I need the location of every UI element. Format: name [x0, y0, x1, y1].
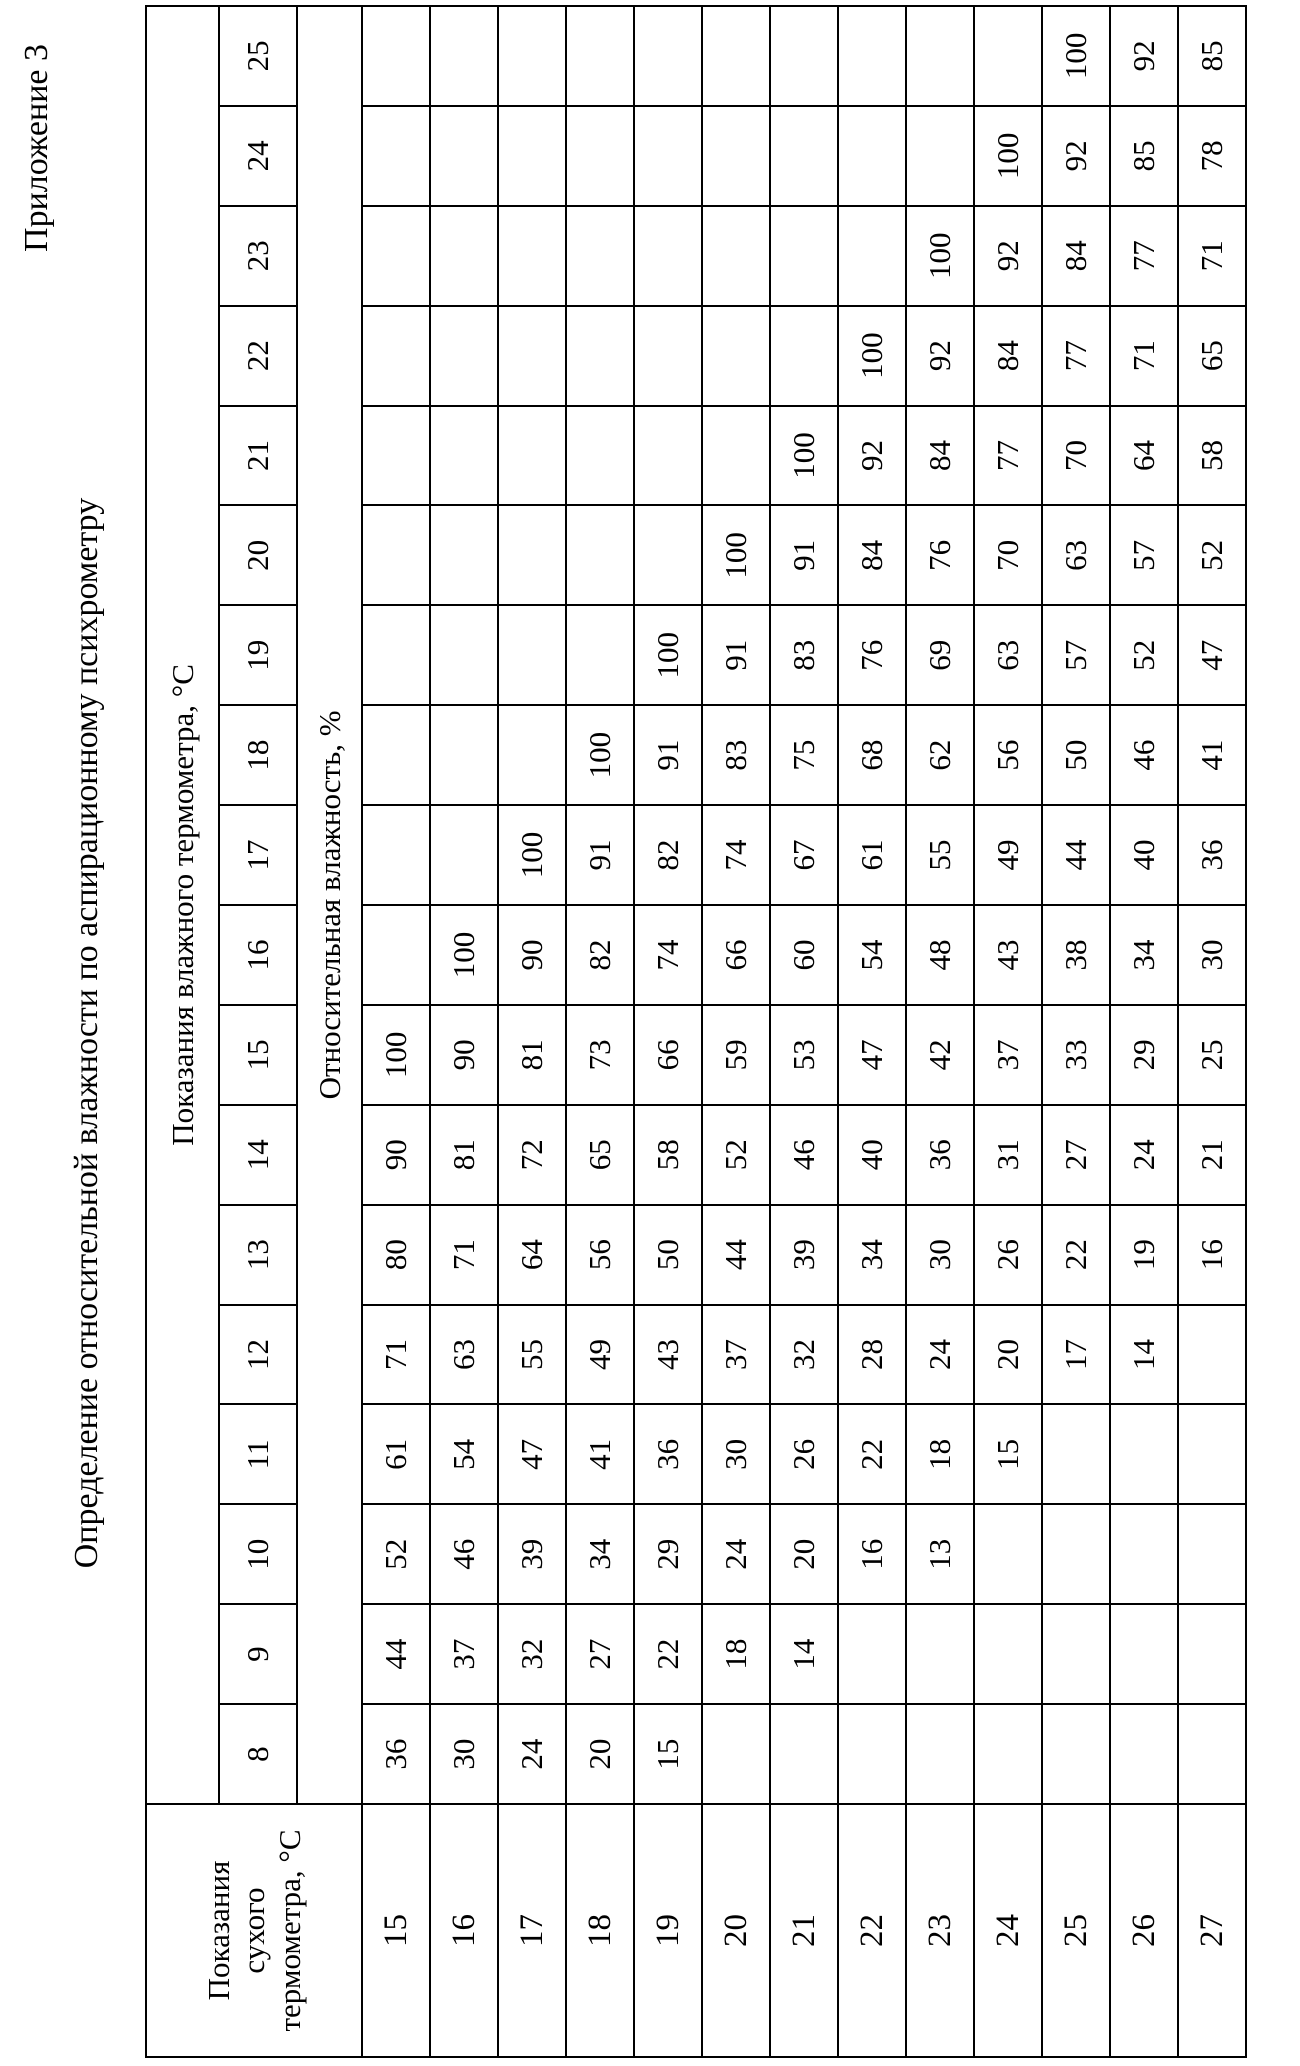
humidity-cell: 37: [974, 1005, 1042, 1105]
table-row: [974, 6, 1042, 2057]
humidity-cell: 27: [1042, 1105, 1110, 1205]
humidity-cell: [906, 1604, 974, 1704]
humidity-cell: 29: [634, 1504, 702, 1604]
humidity-cell: 85: [1110, 106, 1178, 206]
humidity-cell: [702, 206, 770, 306]
humidity-cell: 100: [498, 805, 566, 905]
humidity-cell: [770, 1704, 838, 1804]
dry-temp-cell: 27: [1178, 1804, 1246, 2057]
appendix-label: Приложение 3: [18, 44, 55, 252]
humidity-cell: [430, 805, 498, 905]
humidity-cell: [702, 6, 770, 106]
humidity-cell: 74: [634, 905, 702, 1005]
humidity-cell: 60: [770, 905, 838, 1005]
humidity-cell: 48: [906, 905, 974, 1005]
humidity-cell: 84: [906, 406, 974, 506]
humidity-cell: 71: [1110, 306, 1178, 406]
humidity-cell: 69: [906, 605, 974, 705]
humidity-cell: 52: [362, 1504, 430, 1604]
humidity-cell: 44: [362, 1604, 430, 1704]
humidity-cell: [566, 6, 634, 106]
header-row-wet: [146, 6, 219, 2057]
humidity-cell: 75: [770, 705, 838, 805]
corner-header-line: термометра, °С: [271, 1829, 307, 2032]
table-row: [362, 6, 430, 2057]
humidity-cell: [362, 905, 430, 1005]
humidity-cell: 46: [430, 1504, 498, 1604]
table-row: [838, 6, 906, 2057]
humidity-cell: 30: [1178, 905, 1246, 1005]
humidity-cell: 92: [1110, 6, 1178, 106]
humidity-cell: 65: [1178, 306, 1246, 406]
humidity-cell: 15: [974, 1404, 1042, 1504]
humidity-cell: 47: [1178, 605, 1246, 705]
wet-temp-header-cell: 19: [219, 605, 297, 705]
humidity-cell: 16: [1178, 1205, 1246, 1305]
humidity-cell: [634, 505, 702, 605]
humidity-cell: 26: [974, 1205, 1042, 1305]
humidity-cell: 26: [770, 1404, 838, 1504]
dry-temp-cell: 22: [838, 1804, 906, 2057]
humidity-cell: [498, 6, 566, 106]
humidity-cell: 92: [838, 406, 906, 506]
humidity-cell: 34: [838, 1205, 906, 1305]
humidity-cell: 50: [634, 1205, 702, 1305]
humidity-cell: 100: [702, 505, 770, 605]
wet-temp-header-cell: 14: [219, 1105, 297, 1205]
humidity-cell: 52: [702, 1105, 770, 1205]
humidity-cell: [838, 1604, 906, 1704]
humidity-cell: [906, 6, 974, 106]
humidity-cell: 30: [702, 1404, 770, 1504]
humidity-cell: 49: [974, 805, 1042, 905]
humidity-cell: [430, 505, 498, 605]
humidity-cell: [1178, 1604, 1246, 1704]
humidity-cell: [1178, 1504, 1246, 1604]
humidity-cell: 77: [974, 406, 1042, 506]
humidity-cell: 17: [1042, 1305, 1110, 1405]
humidity-cell: [974, 1604, 1042, 1704]
humidity-cell: [702, 106, 770, 206]
humidity-cell: 18: [702, 1604, 770, 1704]
humidity-cell: [1042, 1404, 1110, 1504]
humidity-cell: [634, 6, 702, 106]
humidity-cell: 47: [838, 1005, 906, 1105]
humidity-cell: 59: [702, 1005, 770, 1105]
corner-header-line: Показания: [200, 1860, 236, 2001]
table-row: [498, 6, 566, 2057]
humidity-cell: 47: [498, 1404, 566, 1504]
dry-temp-cell: 26: [1110, 1804, 1178, 2057]
humidity-cell: 85: [1178, 6, 1246, 106]
humidity-cell: 20: [566, 1704, 634, 1804]
humidity-cell: 76: [838, 605, 906, 705]
table-row: [1042, 6, 1110, 2057]
humidity-cell: [974, 1704, 1042, 1804]
humidity-cell: [634, 406, 702, 506]
humidity-cell: 46: [770, 1105, 838, 1205]
wet-temp-header-cell: 20: [219, 505, 297, 605]
humidity-cell: 56: [566, 1205, 634, 1305]
humidity-cell: 14: [770, 1604, 838, 1704]
humidity-cell: 67: [770, 805, 838, 905]
humidity-cell: [1042, 1704, 1110, 1804]
humidity-cell: 24: [1110, 1105, 1178, 1205]
corner-header-line: сухого: [236, 1887, 272, 1974]
humidity-cell: 82: [634, 805, 702, 905]
humidity-cell: 14: [1110, 1305, 1178, 1405]
humidity-cell: 100: [430, 905, 498, 1005]
humidity-cell: 42: [906, 1005, 974, 1105]
humidity-cell: 16: [838, 1504, 906, 1604]
humidity-cell: 55: [498, 1305, 566, 1405]
humidity-cell: [362, 406, 430, 506]
humidity-cell: 63: [974, 605, 1042, 705]
humidity-cell: [1178, 1404, 1246, 1504]
humidity-cell: 25: [1178, 1005, 1246, 1105]
humidity-cell: 56: [974, 705, 1042, 805]
wet-temp-header-cell: 18: [219, 705, 297, 805]
humidity-cell: 81: [430, 1105, 498, 1205]
humidity-cell: 53: [770, 1005, 838, 1105]
humidity-cell: [1110, 1504, 1178, 1604]
dry-temp-cell: 20: [702, 1804, 770, 2057]
humidity-cell: [770, 206, 838, 306]
humidity-cell: 65: [566, 1105, 634, 1205]
humidity-cell: [566, 406, 634, 506]
humidity-cell: 100: [362, 1005, 430, 1105]
humidity-cell: 44: [702, 1205, 770, 1305]
wet-thermometer-header: Показания влажного термометра, °С: [146, 6, 219, 1804]
humidity-cell: 30: [906, 1205, 974, 1305]
humidity-cell: [362, 206, 430, 306]
humidity-cell: 83: [702, 705, 770, 805]
humidity-cell: [1110, 1604, 1178, 1704]
humidity-cell: [702, 306, 770, 406]
humidity-cell: 61: [838, 805, 906, 905]
humidity-cell: 91: [634, 705, 702, 805]
humidity-cell: [906, 106, 974, 206]
relative-humidity-header: Относительная влажность, %: [297, 6, 362, 1804]
humidity-cell: [1042, 1604, 1110, 1704]
humidity-cell: 13: [906, 1504, 974, 1604]
humidity-cell: 100: [566, 705, 634, 805]
humidity-cell: 70: [1042, 406, 1110, 506]
humidity-cell: [566, 505, 634, 605]
dry-temp-cell: 18: [566, 1804, 634, 2057]
wet-temp-header-cell: 16: [219, 905, 297, 1005]
humidity-cell: 36: [634, 1404, 702, 1504]
table-row: [566, 6, 634, 2057]
humidity-cell: 63: [430, 1305, 498, 1405]
dry-temp-cell: 23: [906, 1804, 974, 2057]
humidity-cell: 68: [838, 705, 906, 805]
humidity-cell: 91: [702, 605, 770, 705]
humidity-cell: 100: [906, 206, 974, 306]
header-row-humidity: [297, 6, 362, 2057]
humidity-cell: 24: [702, 1504, 770, 1604]
humidity-cell: [1042, 1504, 1110, 1604]
humidity-cell: 43: [634, 1305, 702, 1405]
humidity-cell: 39: [770, 1205, 838, 1305]
wet-temp-header-cell: 22: [219, 306, 297, 406]
humidity-cell: [362, 306, 430, 406]
humidity-cell: [770, 306, 838, 406]
humidity-cell: [1110, 1404, 1178, 1504]
humidity-cell: [430, 306, 498, 406]
table-row: [770, 6, 838, 2057]
humidity-cell: 78: [1178, 106, 1246, 206]
table-row: [1110, 6, 1178, 2057]
humidity-cell: [838, 206, 906, 306]
humidity-cell: 84: [974, 306, 1042, 406]
dry-temp-cell: 19: [634, 1804, 702, 2057]
humidity-cell: [838, 6, 906, 106]
humidity-cell: 62: [906, 705, 974, 805]
table-row: [1178, 6, 1246, 2057]
humidity-cell: 72: [498, 1105, 566, 1205]
humidity-cell: 30: [430, 1704, 498, 1804]
humidity-cell: 74: [702, 805, 770, 905]
humidity-cell: 90: [498, 905, 566, 1005]
dry-temp-cell: 24: [974, 1804, 1042, 2057]
humidity-cell: 20: [974, 1305, 1042, 1405]
humidity-cell: [430, 106, 498, 206]
humidity-cell: 18: [906, 1404, 974, 1504]
humidity-cell: 46: [1110, 705, 1178, 805]
humidity-cell: 92: [974, 206, 1042, 306]
humidity-cell: 57: [1110, 505, 1178, 605]
humidity-cell: 90: [362, 1105, 430, 1205]
humidity-cell: 100: [1042, 6, 1110, 106]
dry-temp-cell: 21: [770, 1804, 838, 2057]
wet-temp-header-cell: 11: [219, 1404, 297, 1504]
humidity-cell: [702, 406, 770, 506]
humidity-cell: 36: [906, 1105, 974, 1205]
humidity-cell: 70: [974, 505, 1042, 605]
humidity-cell: 54: [430, 1404, 498, 1504]
humidity-cell: 90: [430, 1005, 498, 1105]
humidity-cell: 58: [634, 1105, 702, 1205]
humidity-cell: [566, 605, 634, 705]
humidity-cell: [498, 306, 566, 406]
humidity-cell: 71: [430, 1205, 498, 1305]
humidity-cell: 77: [1042, 306, 1110, 406]
humidity-cell: 36: [362, 1704, 430, 1804]
humidity-cell: 91: [566, 805, 634, 905]
humidity-cell: [906, 1704, 974, 1804]
wet-temp-header-cell: 10: [219, 1504, 297, 1604]
wet-temp-header-cell: 24: [219, 106, 297, 206]
humidity-cell: 84: [1042, 206, 1110, 306]
humidity-cell: [566, 306, 634, 406]
humidity-cell: [770, 106, 838, 206]
humidity-cell: 52: [1178, 505, 1246, 605]
humidity-cell: [566, 106, 634, 206]
wet-temp-header-cell: 12: [219, 1305, 297, 1405]
humidity-cell: 49: [566, 1305, 634, 1405]
humidity-cell: 31: [974, 1105, 1042, 1205]
humidity-cell: [770, 6, 838, 106]
humidity-cell: 27: [566, 1604, 634, 1704]
humidity-cell: 92: [1042, 106, 1110, 206]
humidity-cell: 39: [498, 1504, 566, 1604]
humidity-cell: 58: [1178, 406, 1246, 506]
humidity-cell: 41: [566, 1404, 634, 1504]
humidity-cell: [430, 6, 498, 106]
humidity-cell: 61: [362, 1404, 430, 1504]
wet-temp-header-cell: 17: [219, 805, 297, 905]
humidity-cell: 57: [1042, 605, 1110, 705]
humidity-cell: 100: [770, 406, 838, 506]
humidity-cell: 38: [1042, 905, 1110, 1005]
humidity-cell: 55: [906, 805, 974, 905]
humidity-cell: [362, 505, 430, 605]
humidity-cell: [974, 1504, 1042, 1604]
humidity-cell: 100: [974, 106, 1042, 206]
humidity-cell: 71: [1178, 206, 1246, 306]
humidity-cell: 100: [634, 605, 702, 705]
table-row: [906, 6, 974, 2057]
humidity-cell: 19: [1110, 1205, 1178, 1305]
humidity-cell: [430, 605, 498, 705]
dry-temp-cell: 17: [498, 1804, 566, 2057]
humidity-cell: 73: [566, 1005, 634, 1105]
humidity-cell: 15: [634, 1704, 702, 1804]
humidity-cell: [838, 1704, 906, 1804]
wet-temp-header-cell: 15: [219, 1005, 297, 1105]
humidity-cell: 80: [362, 1205, 430, 1305]
table-row: [634, 6, 702, 2057]
wet-temp-header-cell: 25: [219, 6, 297, 106]
psychrometric-table: [145, 5, 1247, 2058]
humidity-cell: 76: [906, 505, 974, 605]
humidity-cell: 66: [634, 1005, 702, 1105]
humidity-cell: [362, 705, 430, 805]
wet-temp-header-cell: 8: [219, 1704, 297, 1804]
humidity-cell: 32: [770, 1305, 838, 1405]
humidity-cell: [566, 206, 634, 306]
humidity-cell: 43: [974, 905, 1042, 1005]
dry-temp-cell: 25: [1042, 1804, 1110, 2057]
humidity-cell: [1178, 1305, 1246, 1405]
humidity-cell: [498, 406, 566, 506]
wet-temp-header-cell: 13: [219, 1205, 297, 1305]
humidity-cell: 84: [838, 505, 906, 605]
humidity-cell: [634, 306, 702, 406]
humidity-cell: 29: [1110, 1005, 1178, 1105]
humidity-cell: [362, 6, 430, 106]
humidity-cell: [498, 505, 566, 605]
humidity-cell: [362, 805, 430, 905]
humidity-cell: 66: [702, 905, 770, 1005]
humidity-cell: 36: [1178, 805, 1246, 905]
humidity-cell: [430, 705, 498, 805]
humidity-cell: 71: [362, 1305, 430, 1405]
humidity-cell: 34: [1110, 905, 1178, 1005]
humidity-cell: 24: [906, 1305, 974, 1405]
humidity-cell: [498, 605, 566, 705]
humidity-cell: 100: [838, 306, 906, 406]
table-row: [702, 6, 770, 2057]
humidity-cell: [1110, 1704, 1178, 1804]
humidity-cell: 37: [702, 1305, 770, 1405]
humidity-cell: 50: [1042, 705, 1110, 805]
humidity-cell: 41: [1178, 705, 1246, 805]
humidity-cell: [498, 106, 566, 206]
document-title: Определение относительной влажности по аспирационному психрометру: [68, 497, 105, 1569]
humidity-cell: [1178, 1704, 1246, 1804]
humidity-cell: 22: [634, 1604, 702, 1704]
wet-temp-header-cell: 9: [219, 1604, 297, 1704]
dry-thermometer-header: [146, 1804, 362, 2057]
humidity-cell: 83: [770, 605, 838, 705]
humidity-cell: 63: [1042, 505, 1110, 605]
humidity-cell: [634, 206, 702, 306]
humidity-cell: 40: [838, 1105, 906, 1205]
humidity-cell: 20: [770, 1504, 838, 1604]
humidity-cell: 22: [1042, 1205, 1110, 1305]
humidity-cell: [430, 206, 498, 306]
humidity-cell: [634, 106, 702, 206]
humidity-cell: 22: [838, 1404, 906, 1504]
humidity-cell: 21: [1178, 1105, 1246, 1205]
humidity-cell: 28: [838, 1305, 906, 1405]
humidity-cell: 33: [1042, 1005, 1110, 1105]
humidity-cell: 91: [770, 505, 838, 605]
table-row: [430, 6, 498, 2057]
humidity-cell: 24: [498, 1704, 566, 1804]
humidity-cell: 52: [1110, 605, 1178, 705]
humidity-cell: 92: [906, 306, 974, 406]
humidity-cell: 54: [838, 905, 906, 1005]
humidity-cell: 64: [1110, 406, 1178, 506]
wet-temp-header-cell: 21: [219, 406, 297, 506]
humidity-cell: [702, 1704, 770, 1804]
humidity-cell: 64: [498, 1205, 566, 1305]
humidity-cell: [362, 605, 430, 705]
dry-temp-cell: 16: [430, 1804, 498, 2057]
humidity-cell: 40: [1110, 805, 1178, 905]
humidity-cell: 77: [1110, 206, 1178, 306]
humidity-cell: 81: [498, 1005, 566, 1105]
humidity-cell: [838, 106, 906, 206]
humidity-cell: [430, 406, 498, 506]
humidity-cell: [974, 6, 1042, 106]
humidity-cell: 37: [430, 1604, 498, 1704]
humidity-cell: 82: [566, 905, 634, 1005]
wet-values-row: [219, 6, 297, 2057]
humidity-cell: [498, 705, 566, 805]
humidity-cell: [362, 106, 430, 206]
dry-temp-cell: 15: [362, 1804, 430, 2057]
humidity-cell: 44: [1042, 805, 1110, 905]
humidity-cell: [498, 206, 566, 306]
humidity-cell: 32: [498, 1604, 566, 1704]
wet-temp-header-cell: 23: [219, 206, 297, 306]
humidity-cell: 34: [566, 1504, 634, 1604]
